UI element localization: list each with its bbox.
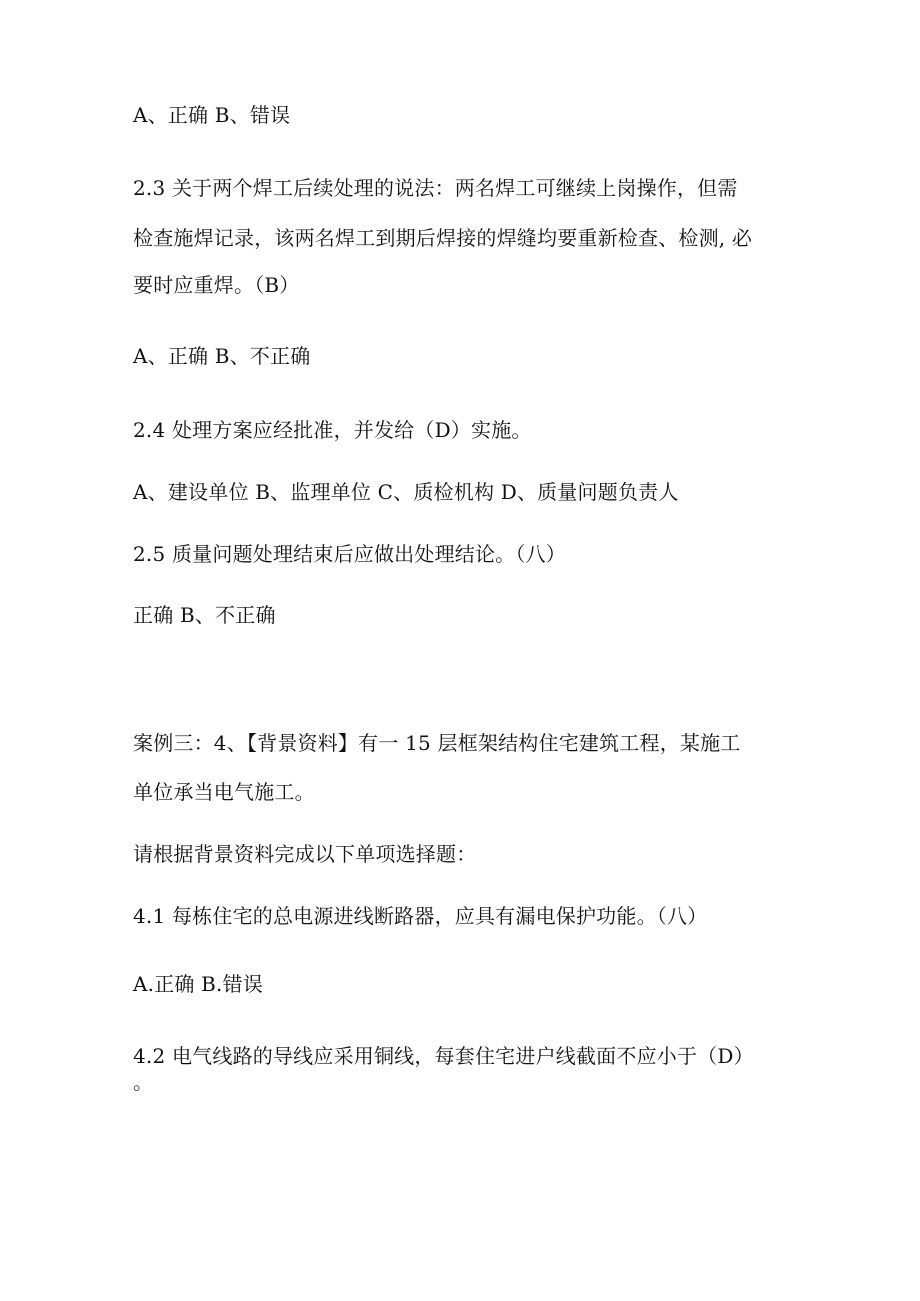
question-4-2-line-2: 。 (133, 1070, 154, 1094)
question-2-3-line-3: 要时应重焊。（B） (133, 273, 300, 297)
answer-options-2-5: 正确 B、不正确 (133, 603, 276, 627)
answer-options-2-2: A、正确 B、错误 (133, 103, 291, 127)
case-three-line-2: 单位承当电气施工。 (133, 780, 315, 804)
answer-options-2-4: A、建设单位 B、监理单位 C、质检机构 D、质量问题负责人 (133, 480, 679, 504)
question-2-4: 2.4 处理方案应经批准，并发给（D）实施。 (133, 418, 532, 442)
question-4-2-line-1: 4.2 电气线路的导线应采用铜线，每套住宅进户线截面不应小于（D） (133, 1044, 754, 1068)
case-three-line-1: 案例三：4、【背景资料】有一 15 层框架结构住宅建筑工程，某施工 (133, 731, 741, 755)
question-2-3-line-2: 检查施焊记录，该两名焊工到期后焊接的焊缝均要重新检查、检测, 必 (133, 226, 753, 250)
question-2-3-line-1: 2.3 关于两个焊工后续处理的说法：两名焊工可继续上岗操作，但需 (133, 176, 738, 200)
answer-options-2-3: A、正确 B、不正确 (133, 344, 311, 368)
question-4-1: 4.1 每栋住宅的总电源进线断路器，应具有漏电保护功能。（八） (133, 904, 708, 928)
question-2-5: 2.5 质量问题处理结束后应做出处理结论。（八） (133, 542, 566, 566)
instructions: 请根据背景资料完成以下单项选择题： (133, 842, 477, 866)
answer-options-4-1: A.正确 B.错误 (133, 972, 264, 996)
